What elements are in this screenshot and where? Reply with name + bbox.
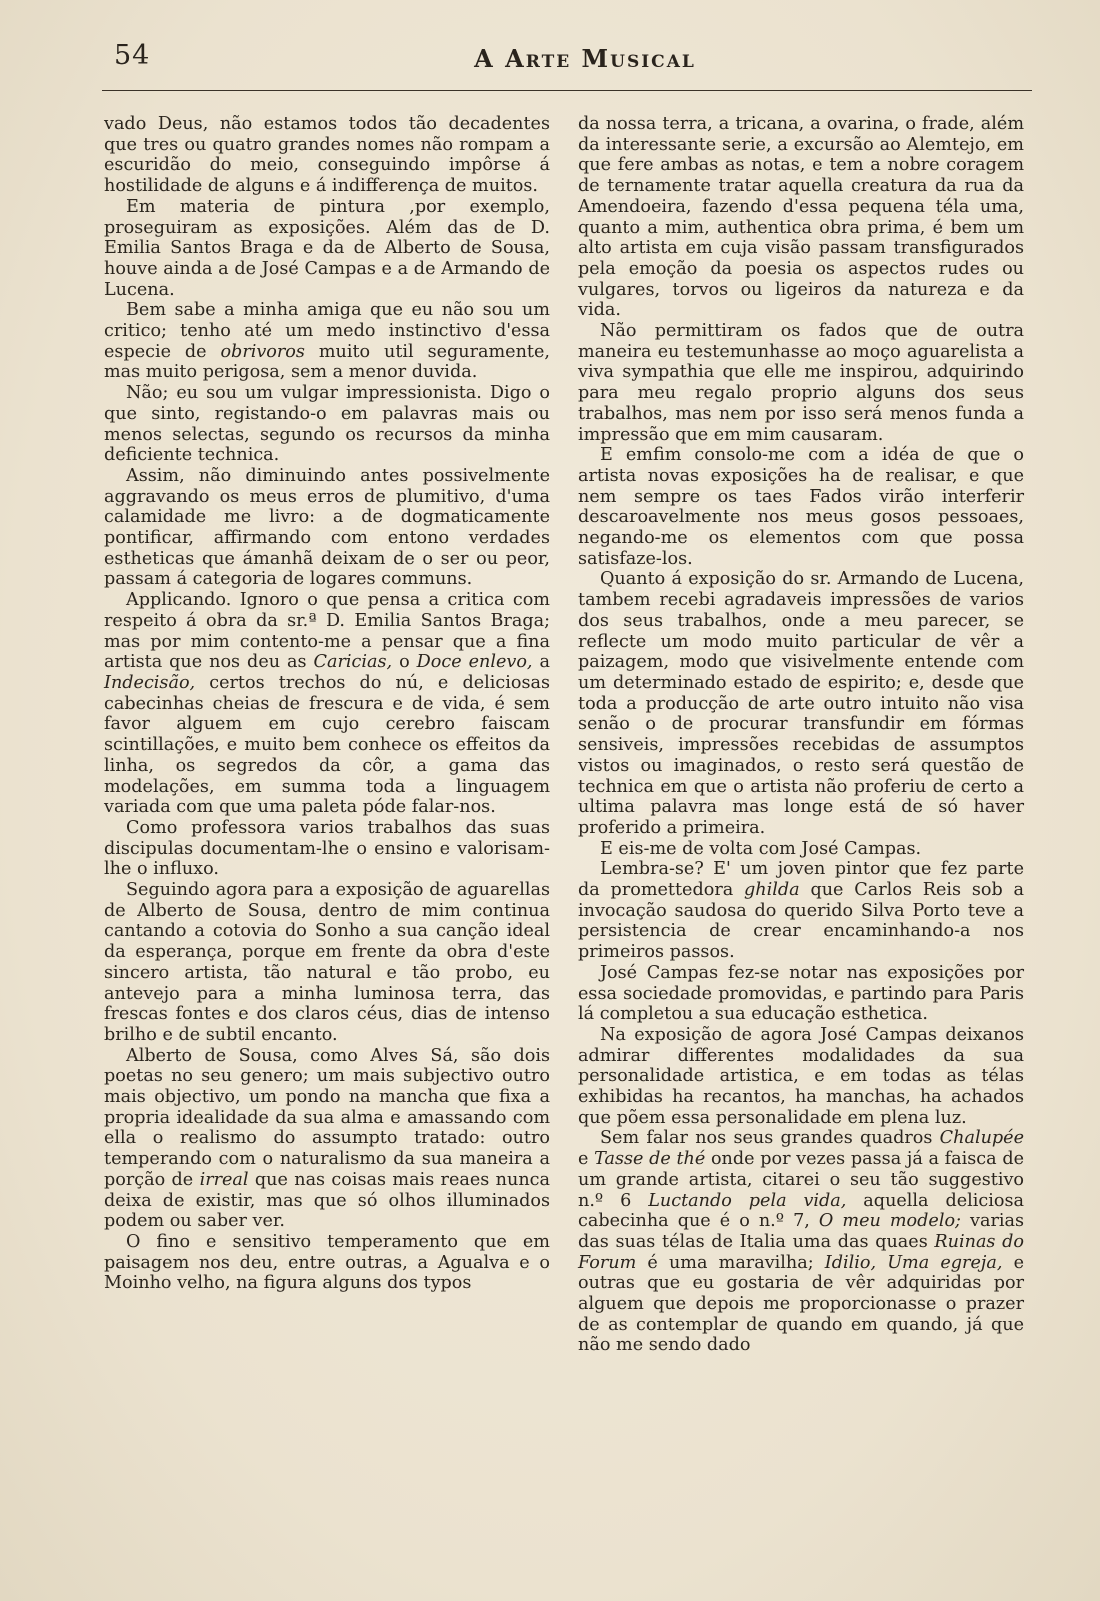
italic-title: ghilda [744, 880, 800, 901]
paragraph [104, 1046, 550, 1232]
text-run: José Campas fez-se notar nas exposições por essa sociedade promovidas, e partindo para Paris lá completou a sua educação esthetica. [578, 962, 1024, 1025]
header-rule [102, 90, 1032, 91]
text-run: Na exposição de agora José Campas deixanos admirar differentes modalidades da sua personalidade artistica, e em todas as télas exhibidas ha recantos, ha manchas, ha achados que põem essa personalidade em plena luz. [578, 1024, 1024, 1128]
right-column [578, 114, 1024, 1356]
text-run: Não; eu sou um vulgar impressionista. Digo o que sinto, registando-o em palavras mais ou menos selectas, segundo os recursos da minha deficiente technica. [104, 383, 550, 466]
paragraph [104, 880, 550, 1046]
paragraph [578, 1025, 1024, 1129]
paragraph [578, 963, 1024, 1025]
text-run: Applicando. Ignoro o que pensa a critica com respeito á obra da sr.ª D. Emilia Santos Braga; mas por mim contento-me a pensar que a fina artista que nos deu as [104, 590, 550, 673]
paragraph [578, 321, 1024, 445]
text-run: Em materia de pintura ,por exemplo, proseguiram as exposições. Além das de D. Emilia Santos Braga e da de Alberto de Sousa, houve ainda a de José Campas e a de Armando de Lucena. [104, 196, 550, 300]
paragraph [578, 839, 1024, 860]
text-run: e outras que eu gostaria de vêr adquiridas por alguem que depois me proporcionasse o prazer de as contemplar de quando em quando, já que não me sendo dado [578, 1252, 1024, 1356]
paragraph [104, 300, 550, 383]
paragraph [578, 445, 1024, 569]
text-run: o [392, 652, 417, 673]
text-run: Assim, não diminuindo antes possivelmente aggravando os meus erros de plumitivo, d'uma calamidade me livro: a de dogmaticamente pontificar, affirmando com entono verdades estheticas que ámanhã deixam de o ser ou peor, passam á categoria de logares communs. [104, 465, 550, 590]
italic-title: irreal [199, 1169, 249, 1190]
left-column [104, 114, 550, 1294]
text-run: muito util seguramente, mas muito perigosa, sem a menor duvida. [104, 341, 550, 383]
text-run: que Carlos Reis sob a invocação saudosa do querido Silva Porto teve a persistencia de crear encaminhando-a nos primeiros passos. [578, 880, 1025, 963]
text-run: Bem sabe a minha amiga que eu não sou um critico; tenho até um medo instinctivo d'essa especie de [104, 300, 550, 362]
italic-title: obrivoros [220, 341, 305, 362]
italic-title: Luctando pela vida, [648, 1190, 847, 1211]
italic-title: O meu modelo; [818, 1211, 961, 1232]
text-run: onde por vezes passa já a faisca de um grande artista, citarei o seu tão suggestivo n.º 6 [578, 1149, 1024, 1211]
italic-title: Indecisão, [104, 672, 196, 693]
text-run: é uma maravilha; [636, 1252, 825, 1273]
text-run: certos trechos do nú, e deliciosas cabecinhas cheias de frescura e de vida, é sem favor alguem em cujo cerebro faiscam scintillações, e muito bem conhece os effeitos da linha, os segredos da côr, a gama das modelações, em summa toda a linguagem variada com que uma paleta póde falar-nos. [104, 672, 550, 818]
italic-title: Doce enlevo, [416, 652, 533, 673]
paragraph [104, 1232, 550, 1294]
italic-title: Caricias, [313, 652, 393, 673]
paragraph [104, 818, 550, 880]
text-run: vado Deus, não estamos todos tão decadentes que tres ou quatro grandes nomes não rompam a escuridão do meio, conseguindo impôrse á hostilidade de alguns e á indifferença de muitos. [104, 114, 550, 197]
text-run: Seguindo agora para a exposição de aguarellas de Alberto de Sousa, dentro de mim continua cantando a cotovia do Sonho a sua canção ideal da esperança, porque em frente da obra d'este sincero artista, tão natural e tão probo, eu antevejo para a minha luminosa terra, das frescas fontes e dos claros céus, dias de intenso brilho e de subtil encanto. [104, 880, 550, 1045]
text-run: Como professora varios trabalhos das suas discipulas documentam-lhe o ensino e valorisam-lhe o influxo. [104, 817, 550, 880]
text-run: Alberto de Sousa, como Alves Sá, são dois poetas no seu genero; um mais subjectivo outro mais objectivo, um pondo na mancha que fixa a propria idealidade da sua alma e amassando com ella o realismo do assumpto tratado: outro temperando com o naturalismo da sua maneira a porção de [104, 1045, 550, 1190]
text-run: Lembra-se? E' um joven pintor que fez parte da promettedora [578, 859, 1024, 901]
text-run: e [578, 1149, 595, 1170]
paragraph [104, 383, 550, 466]
paragraph [578, 114, 1024, 321]
paragraph [578, 569, 1024, 838]
paragraph [104, 114, 550, 197]
text-run: varias das suas télas de Italia uma das quaes [578, 1211, 1024, 1252]
running-title: A Arte Musical [474, 44, 696, 73]
paragraph [578, 1128, 1024, 1356]
text-run: Sem falar nos seus grandes quadros [600, 1128, 940, 1149]
text-run: O fino e sensitivo temperamento que em paisagem nos deu, entre outras, a Agualva e o Moinho velho, na figura alguns dos typos [104, 1231, 550, 1294]
text-run: Quanto á exposição do sr. Armando de Lucena, tambem recebi agradaveis impressões de varios dos seus trabalhos, onde a meu parecer, se reflecte um modo muito particular de vêr a paizagem, modo que visivelmente entende com um determinado estado de espirito; e, desde que toda a producção de arte outro intuito não visa senão o de procurar transfundir em fórmas sensiveis, impressões recebidas de assumptos vistos ou imaginados, o resto será questão de technica em que o artista não proferiu de certo a ultima palavra mas longe está de só haver proferido a primeira. [578, 569, 1024, 838]
italic-title: Chalupée [939, 1128, 1024, 1149]
italic-title: Idilio, Uma egreja, [824, 1252, 1003, 1273]
paragraph [578, 859, 1024, 963]
page-number: 54 [114, 40, 151, 71]
text-run: que nas coisas mais reaes nunca deixa de existir, mas que só olhos illuminados podem ou saber ver. [104, 1169, 550, 1232]
text-run: a [532, 652, 550, 673]
text-run: E eis-me de volta com José Campas. [600, 838, 922, 859]
text-run: Não permittiram os fados que de outra maneira eu testemunhasse ao moço aguarelista a viva sympathia que elle me inspirou, adquirindo para meu regalo proprio alguns dos seus trabalhos, mas nem por isso será menos funda a impressão que em mim causaram. [578, 321, 1024, 445]
italic-title: Tasse de thé [594, 1149, 706, 1170]
text-run: da nossa terra, a tricana, a ovarina, o frade, além da interessante serie, a excursão ao Alemtejo, em que fere ambas as notas, e tem a nobre coragem de ternamente tratar aquella creatura da rua da Amendoeira, fazendo d'essa pequena téla uma, quanto a mim, authentica obra prima, é bem um alto artista em cuja visão passam transfigurados pela emoção da poesia os aspectos rudes ou vulgares, torvos ou ligeiros da natureza e da vida. [578, 114, 1024, 321]
italic-title: Ruinas do Forum [578, 1231, 1024, 1273]
paragraph [104, 197, 550, 301]
page-header [100, 40, 1030, 80]
paragraph [104, 590, 550, 818]
text-run: aquella deliciosa cabecinha que é o n.º 7, [578, 1190, 1024, 1232]
paragraph [104, 466, 550, 590]
text-run: E emfim consolo-me com a idéa de que o artista novas exposições ha de realisar, e que nem sempre os taes Fados virão interferir descaroavelmente nos meus gosos pessoaes, negando-me os elementos com que possa satisfaze-los. [578, 445, 1024, 569]
